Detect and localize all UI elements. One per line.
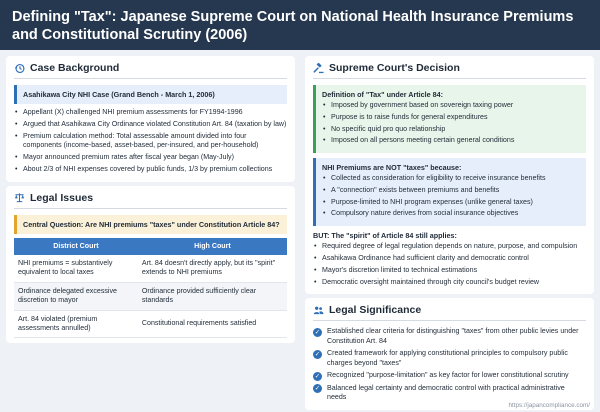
legal-significance-card [305,298,594,410]
table-header-high-court: High Court [138,238,287,255]
table-cell: Ordinance provided sufficiently clear standards [138,282,287,310]
source-url: https://japancompliance.com/ [508,402,590,409]
central-question: Central Question: Are NHI premiums "taxes" under Constitution Article 84? [14,215,287,234]
list-item: ✓ Balanced legal certainty and democratic control with practical administrative needs [314,383,565,401]
check-circle-icon: ✓ [314,350,321,358]
people-icon [313,305,324,316]
nhi-not-tax-box [313,158,586,226]
right-column [305,56,594,408]
list-item: • Appellant (X) challenged NHI premium assessments for FY1994-1996 [14,108,287,118]
table-cell: Art. 84 doesn't directly apply, but its "spirit" extends to NHI premiums [138,255,287,282]
list-item: • Mayor's discretion limited to technical estimations [313,266,586,276]
gavel-icon [313,63,324,74]
list-item: • Compulsory nature derives from social insurance objectives [322,209,580,219]
decision-card [305,56,594,294]
table-header-district-court: District Court [14,238,138,255]
case-background-list [14,108,287,174]
list-item: • About 2/3 of NHI expenses covered by public funds, 1/3 by premium collections [14,165,287,175]
list-item: • Premium calculation method: Total assessable amount divided into four components (income-based, asset-based, per-insured, and per-household) [14,132,287,151]
list-item: • Imposed by government based on sovereign taxing power [322,101,580,111]
spirit-of-article-list [313,242,586,287]
case-background-card [6,56,295,182]
court-comparison-table [14,238,287,339]
table-cell: Art. 84 violated (premium assessments annulled) [14,310,138,338]
case-name: Asahikawa City NHI Case (Grand Bench - March 1, 2006) [14,85,287,104]
left-column [6,56,295,408]
list-item: • Required degree of legal regulation depends on nature, purpose, and compulsion [313,242,586,252]
page-header [0,0,600,50]
check-circle-icon: ✓ [314,372,321,380]
list-item: • Asahikawa Ordinance had sufficient clarity and democratic control [313,254,586,264]
table-row [14,282,287,310]
table-row [14,255,287,282]
table-cell: Constitutional requirements satisfied [138,310,287,338]
list-item: ✓ Recognized "purpose-limitation" as key factor for lower constitutional scrutiny [314,371,569,380]
list-item: ✓ Created framework for applying constitutional principles to compulsory public charges beyond "taxes" [314,349,568,367]
table-cell: NHI premiums = substantively equivalent to local taxes [14,255,138,282]
legal-issues-title: Legal Issues [30,191,94,204]
table-row [14,310,287,338]
list-item: • Argued that Asahikawa City Ordinance violated Constitution Art. 84 (taxation by law) [14,120,287,130]
legal-significance-title: Legal Significance [329,304,422,317]
legal-significance-list [313,327,586,402]
list-item: • Democratic oversight maintained through city council's budget review [313,278,586,288]
check-circle-icon: ✓ [314,328,321,336]
list-item: • Purpose is to raise funds for general expenditures [322,113,580,123]
spirit-of-article-title: BUT: The "spirit" of Article 84 still applies: [313,231,457,241]
history-icon [14,63,25,74]
list-item: ✓ Established clear criteria for distinguishing "taxes" from other public levies under Constitution Art. 84 [314,327,579,345]
table-cell: Ordinance delegated excessive discretion to mayor [14,282,138,310]
list-item: • Purpose-limited to NHI program expenses (unlike general taxes) [322,198,580,208]
nhi-not-tax-title: NHI Premiums are NOT "taxes" because: [322,163,462,173]
legal-issues-card [6,186,295,344]
list-item: • Imposed on all persons meeting certain general conditions [322,136,580,146]
case-background-title: Case Background [30,62,120,74]
scale-icon [14,192,25,203]
list-item: • A "connection" exists between premiums and benefits [322,186,580,196]
page-title: Defining "Tax": Japanese Supreme Court on National Health Insurance Premiums and Constitutional Scrutiny (2006) [12,9,574,43]
tax-definition-box [313,85,586,153]
check-circle-icon: ✓ [314,385,321,392]
list-item: • No specific quid pro quo relationship [322,125,580,135]
list-item: • Collected as consideration for eligibility to receive insurance benefits [322,174,580,184]
decision-title: Supreme Court's Decision [329,62,460,74]
list-item: • Mayor announced premium rates after fiscal year began (May-July) [14,153,287,163]
tax-definition-title: Definition of "Tax" under Article 84: [322,90,444,99]
